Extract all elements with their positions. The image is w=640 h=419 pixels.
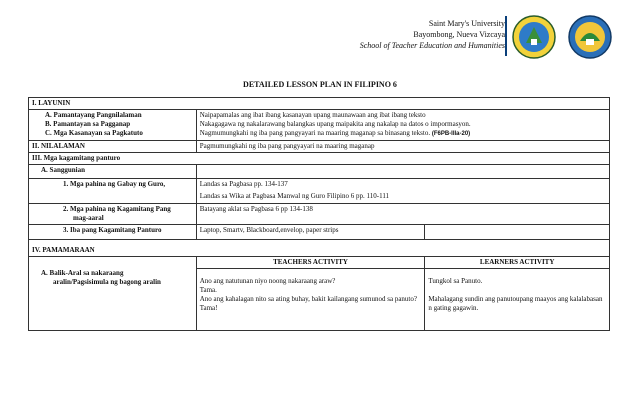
teacher-line-1: Ano ang natutunan niyo noong nakaraang araw? [199, 277, 336, 285]
section-kagamitan: III. Mga kagamitang panturo [29, 153, 610, 165]
sanggunian-value [196, 165, 609, 179]
s3-empty [425, 225, 610, 240]
s2-label-line1: 2. Mga pahina ng Kagamitang Pang [63, 205, 171, 213]
section-nilalaman: II. NILALAMAN [29, 141, 197, 153]
obj-c-row [200, 129, 606, 139]
document-title: DETAILED LESSON PLAN IN FILIPINO 6 [243, 80, 397, 89]
s3-value: Laptop, Smartv, Blackboard,envelop, paper strips [196, 225, 425, 240]
obj-a-label: A. Pamantayang Pangnilalaman [45, 111, 142, 119]
section-layunin: I. LAYUNIN [29, 98, 610, 110]
section-pamamaraan: IV. PAMAMARAAN [29, 240, 610, 257]
obj-b-label: B. Pamantayan sa Pagganap [45, 120, 131, 128]
s2-value: Batayang aklat sa Pagbasa 6 pp 134-138 [196, 204, 609, 225]
teacher-line-3: Ano ang kahalagan nito sa ating buhay, bakit kailangang sumunod sa panuto? [199, 295, 417, 303]
s2-label-line2: mag-aaral [73, 214, 104, 222]
sanggunian-label: A. Sanggunian [29, 165, 197, 179]
obj-c-label: C. Mga Kasanayan sa Pagkatuto [45, 129, 143, 137]
obj-c-value: Nagmumungkahi ng iba pang pangyayari na maaring maganap sa binasang teksto. [199, 129, 431, 137]
university-header [360, 18, 505, 51]
balik-aral-line1: A. Balik-Aral sa nakaraang [41, 269, 124, 277]
s1-value-2: Landas sa Wika at Pagbasa Manwal ng Guro Filipino 6 pp. 110-111 [199, 192, 390, 200]
university-location: Bayombong, Nueva Vizcaya [413, 30, 505, 39]
teacher-line-4: Tama! [199, 304, 218, 312]
balik-aral-label [29, 257, 197, 331]
balik-aral-line2: aralin/Pagsisimula ng bagong aralin [53, 278, 161, 286]
school-seal-icon [568, 15, 612, 59]
lesson-plan-table [28, 97, 610, 331]
teachers-activity-cell [196, 269, 425, 331]
teacher-line-2: Tama. [199, 286, 217, 294]
learners-activity-header: LEARNERS ACTIVITY [425, 257, 610, 269]
s2-label [29, 204, 197, 225]
teachers-activity-header: TEACHERS ACTIVITY [196, 257, 425, 269]
school-name: School of Teacher Education and Humanities [359, 41, 505, 50]
s3-label: 3. Iba pang Kagamitang Panturo [29, 225, 197, 240]
s1-values [196, 179, 609, 204]
obj-c-code: (F6PB-IIIa-20) [431, 131, 471, 137]
obj-a-value: Naipapamalas ang ibat ibang kasanayan upang maunawaan ang ibat ibang teksto [199, 111, 426, 119]
learner-line-1: Tungkol sa Panuto. [428, 277, 483, 285]
nilalaman-value: Pagmumungkahi ng iba pang pangyayari na maaring maganap [196, 141, 609, 153]
s1-label: 1. Mga pahina ng Gabay ng Guro, [29, 179, 197, 204]
objectives-labels [29, 110, 197, 141]
university-seal-icon [512, 15, 556, 59]
learners-activity-cell [425, 269, 610, 331]
objectives-values [196, 110, 609, 141]
university-name: Saint Mary's University [428, 19, 505, 28]
header-divider [505, 16, 507, 56]
s1-value-1: Landas sa Pagbasa pp. 134-137 [199, 180, 288, 188]
learner-line-2: Mahalagang sundin ang panutoupang maayos ang kalalabasan n gating gagawin. [428, 295, 603, 312]
obj-b-value: Nakagagawa ng nakalarawang balangkas upang maipakita ang nakalap na datos o impormasyon. [199, 120, 471, 128]
